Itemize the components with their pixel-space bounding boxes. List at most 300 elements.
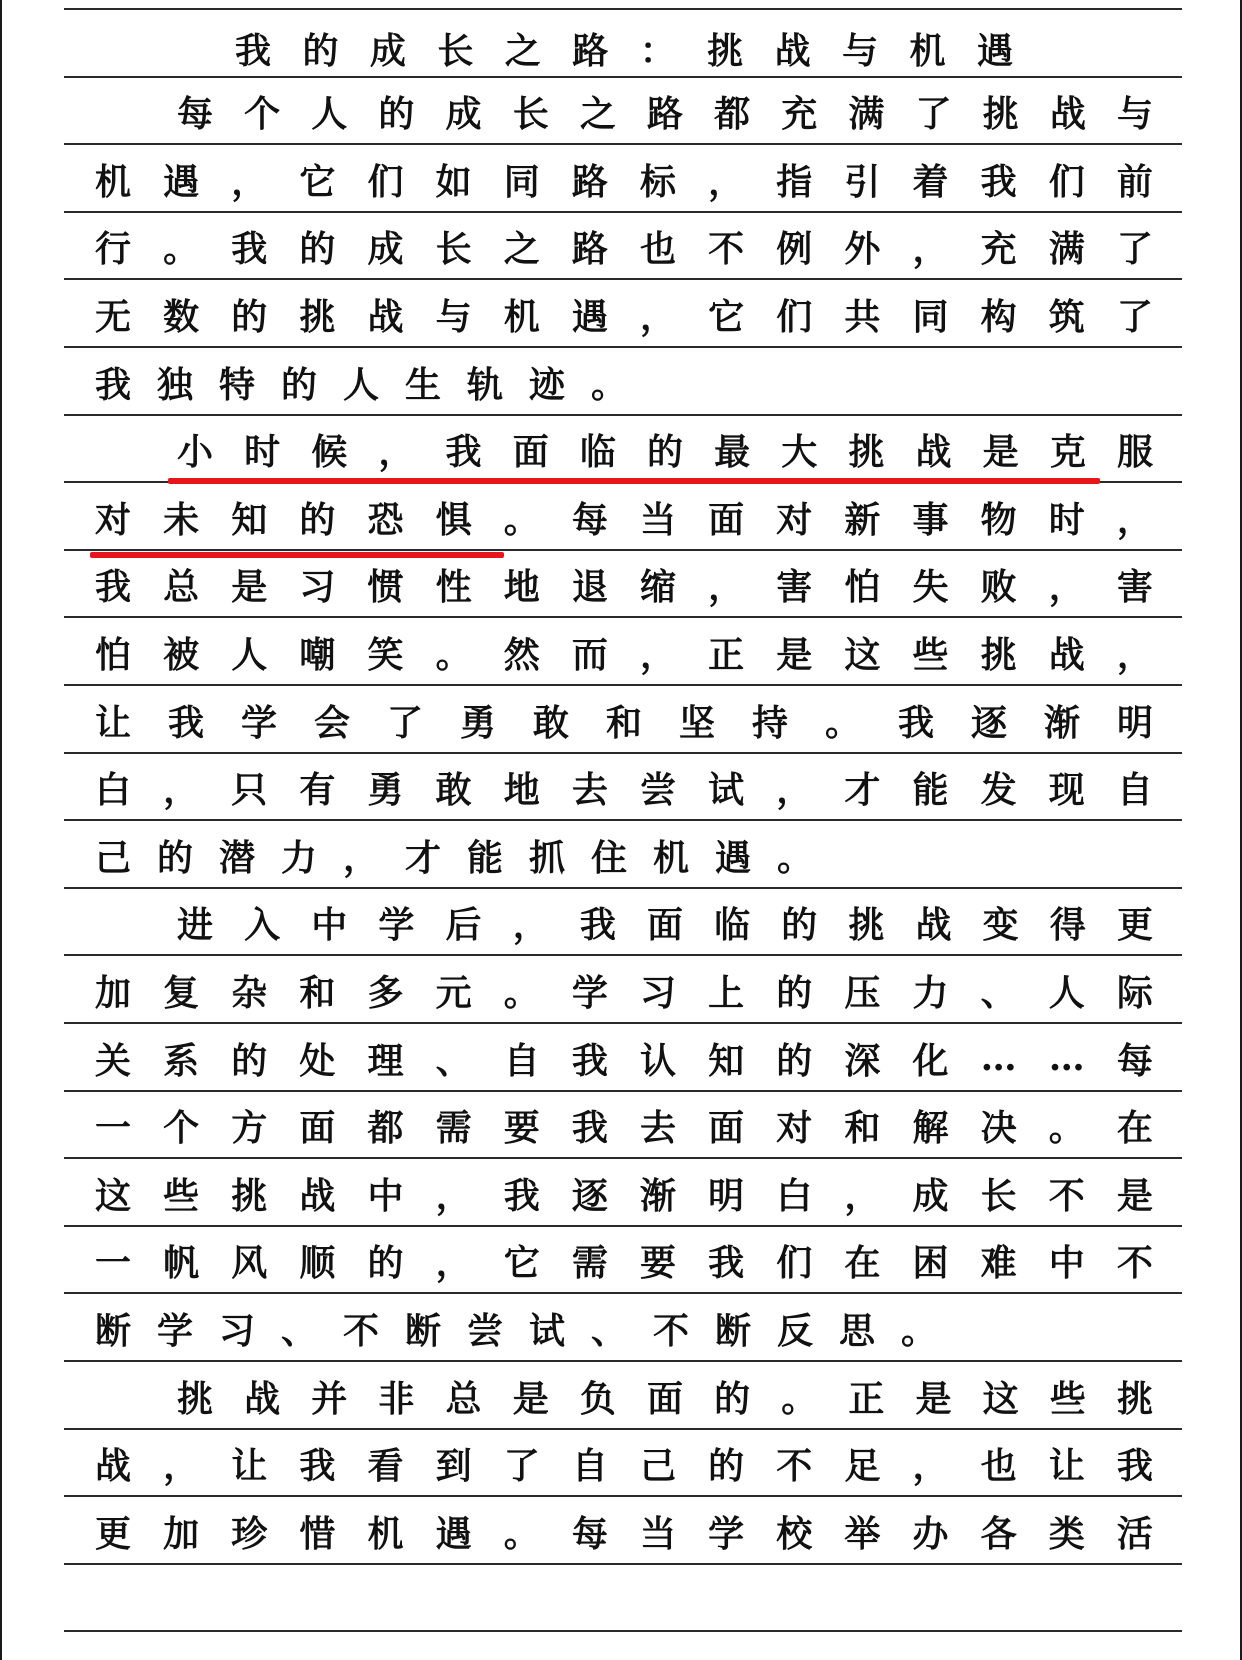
character: 挑 [1116, 1377, 1153, 1420]
character: 在 [1116, 1107, 1153, 1150]
character: 长 [437, 29, 474, 72]
character: 路 [571, 160, 608, 203]
character: 持 [751, 701, 788, 744]
character: 渐 [639, 1174, 676, 1217]
character: 如 [435, 160, 472, 203]
essay-line [94, 960, 1154, 1020]
character: 不 [1116, 1242, 1153, 1285]
character: 。 [163, 228, 200, 271]
character: 的 [646, 431, 683, 474]
character: 了 [503, 1445, 540, 1488]
character: 外 [844, 228, 881, 271]
character: 前 [1116, 160, 1153, 203]
character: 自 [503, 1039, 540, 1082]
character: 。 [503, 498, 540, 541]
character: 小 [176, 431, 213, 474]
character: 在 [844, 1242, 881, 1285]
character: 败 [980, 566, 1017, 609]
character: 特 [218, 363, 255, 406]
character: 挑 [231, 1174, 268, 1217]
character: 己 [639, 1445, 676, 1488]
essay-line [176, 420, 1154, 480]
character: ， [912, 1445, 949, 1488]
character: 上 [708, 971, 745, 1014]
character: 。 [590, 363, 627, 406]
character: 只 [231, 769, 268, 812]
character: 了 [1116, 228, 1153, 271]
character: 进 [176, 904, 213, 947]
essay-line [94, 622, 1154, 682]
character: 、 [980, 971, 1017, 1014]
character: 路 [572, 29, 609, 72]
character: 负 [579, 1377, 616, 1420]
character: 、 [590, 1309, 627, 1352]
character: 各 [980, 1512, 1017, 1555]
character: 中 [367, 1174, 404, 1217]
character: 轨 [466, 363, 503, 406]
ruled-line [64, 1630, 1182, 1632]
character: 需 [435, 1107, 472, 1150]
character: 机 [909, 29, 946, 72]
essay-line [94, 487, 1154, 547]
character: 了 [386, 701, 423, 744]
character: 力 [912, 971, 949, 1014]
character: 压 [844, 971, 881, 1014]
character: 也 [980, 1445, 1017, 1488]
character: 挑 [707, 29, 744, 72]
character: 试 [528, 1309, 565, 1352]
character: 需 [571, 1242, 608, 1285]
character: 满 [848, 93, 885, 136]
ruled-line [64, 819, 1182, 821]
character: 每 [571, 1512, 608, 1555]
character: 我 [299, 1445, 336, 1488]
character: ， [512, 904, 549, 947]
character: … [1048, 1037, 1085, 1079]
character: 地 [503, 566, 540, 609]
character: 怕 [94, 633, 131, 676]
essay-line [94, 1501, 1154, 1561]
character: 之 [504, 29, 541, 72]
character: 我 [571, 1107, 608, 1150]
character: 之 [503, 228, 540, 271]
character: 物 [980, 498, 1017, 541]
character: 学 [378, 904, 415, 947]
character: 珍 [231, 1512, 268, 1555]
character: 机 [94, 160, 131, 203]
character: 不 [1048, 1174, 1085, 1217]
character: 深 [844, 1039, 881, 1082]
ruled-line [64, 549, 1182, 551]
character: ， [844, 1174, 881, 1217]
character: 遇 [435, 1512, 472, 1555]
character: 战 [244, 1377, 281, 1420]
character: 的 [378, 93, 415, 136]
character: 生 [404, 363, 441, 406]
character: 们 [776, 1242, 813, 1285]
character: 帆 [163, 1242, 200, 1285]
essay-line [94, 149, 1154, 209]
character: 无 [94, 295, 131, 338]
character: 对 [94, 498, 131, 541]
character: 潜 [218, 836, 255, 879]
character: 例 [776, 228, 813, 271]
character: 要 [639, 1242, 676, 1285]
red-underline-2 [90, 552, 504, 558]
character: 成 [369, 29, 406, 72]
character: 它 [708, 295, 745, 338]
character: 、 [435, 1039, 472, 1082]
character: 。 [900, 1309, 937, 1352]
character: 遇 [976, 29, 1013, 72]
essay-line [94, 758, 1154, 818]
character: 认 [639, 1039, 676, 1082]
character: 系 [163, 1039, 200, 1082]
character: 渐 [1043, 701, 1080, 744]
character: 一 [94, 1107, 131, 1150]
ruled-line [64, 1428, 1182, 1430]
essay-line [94, 825, 1154, 885]
character: 些 [163, 1174, 200, 1217]
character: 要 [503, 1107, 540, 1150]
character: 知 [231, 498, 268, 541]
character: 这 [844, 633, 881, 676]
character: 习 [639, 971, 676, 1014]
character: 我 [708, 1242, 745, 1285]
character: 战 [94, 1445, 131, 1488]
character: 断 [714, 1309, 751, 1352]
character: 行 [94, 228, 131, 271]
character: ， [776, 769, 813, 812]
character: 一 [94, 1242, 131, 1285]
character: 战 [774, 29, 811, 72]
character: 入 [244, 904, 281, 947]
character: 正 [708, 633, 745, 676]
character: 战 [1048, 633, 1085, 676]
character: 和 [844, 1107, 881, 1150]
character: 的 [776, 1039, 813, 1082]
character: 战 [915, 904, 952, 947]
character: 怕 [844, 566, 881, 609]
character: 加 [94, 971, 131, 1014]
ruled-line [64, 1563, 1182, 1565]
character: 的 [299, 498, 336, 541]
character: 成 [445, 93, 482, 136]
character: 未 [163, 498, 200, 541]
character: 是 [1116, 1174, 1153, 1217]
character: 性 [435, 566, 472, 609]
character: 的 [714, 1377, 751, 1420]
character: 地 [503, 769, 540, 812]
character: 和 [299, 971, 336, 1014]
character: 而 [571, 633, 608, 676]
character: 。 [776, 836, 813, 879]
character: ， [1116, 498, 1153, 541]
character: 力 [280, 836, 317, 879]
character: 。 [824, 701, 861, 744]
character: 总 [445, 1377, 482, 1420]
character: 对 [776, 498, 813, 541]
character: 独 [156, 363, 193, 406]
character: 是 [915, 1377, 952, 1420]
character: 困 [912, 1242, 949, 1285]
character: 断 [94, 1309, 131, 1352]
character: 着 [912, 160, 949, 203]
character: 断 [404, 1309, 441, 1352]
essay-line [94, 1096, 1154, 1156]
character: 解 [912, 1107, 949, 1150]
character: 办 [912, 1512, 949, 1555]
character: 失 [912, 566, 949, 609]
character: 非 [378, 1377, 415, 1420]
essay-title [234, 18, 1014, 78]
character: 事 [912, 498, 949, 541]
character: 不 [342, 1309, 379, 1352]
character: 嘲 [299, 633, 336, 676]
character: 会 [313, 701, 350, 744]
character: 与 [842, 29, 879, 72]
character: 白 [94, 769, 131, 812]
character: 遇 [571, 295, 608, 338]
character: 笑 [367, 633, 404, 676]
essay-line [176, 82, 1154, 142]
character: 了 [915, 93, 952, 136]
character: 这 [94, 1174, 131, 1217]
character: 惯 [367, 566, 404, 609]
essay-line [94, 1163, 1154, 1223]
character: 遇 [163, 160, 200, 203]
character: 对 [776, 1107, 813, 1150]
character: 让 [231, 1445, 268, 1488]
character: 的 [302, 29, 339, 72]
character: 我 [234, 29, 271, 72]
character: 知 [708, 1039, 745, 1082]
essay-line [94, 690, 1154, 750]
character: 挑 [299, 295, 336, 338]
character: 我 [167, 701, 204, 744]
character: 白 [776, 1174, 813, 1217]
ruled-line [64, 1022, 1182, 1024]
character: 满 [1048, 228, 1085, 271]
character: 学 [240, 701, 277, 744]
ruled-line [64, 1292, 1182, 1294]
character: 面 [708, 1107, 745, 1150]
character: 人 [342, 363, 379, 406]
character: 思 [838, 1309, 875, 1352]
character: 迹 [528, 363, 565, 406]
character: 遇 [714, 836, 751, 879]
character: 得 [1049, 904, 1086, 947]
character: 是 [776, 633, 813, 676]
character: 每 [1116, 1039, 1153, 1082]
character: 和 [605, 701, 642, 744]
character: ， [1048, 566, 1085, 609]
character: 它 [299, 160, 336, 203]
character: 让 [94, 701, 131, 744]
character: 学 [156, 1309, 193, 1352]
character: 了 [1116, 295, 1153, 338]
character: 都 [367, 1107, 404, 1150]
character: 总 [163, 566, 200, 609]
character: 被 [163, 633, 200, 676]
essay-line [94, 1298, 1154, 1358]
character: 惧 [435, 498, 472, 541]
character: 举 [844, 1512, 881, 1555]
character: 都 [714, 93, 751, 136]
character: 加 [163, 1512, 200, 1555]
character: 挑 [980, 633, 1017, 676]
character: 我 [503, 1174, 540, 1217]
character: 们 [367, 160, 404, 203]
character: 现 [1048, 769, 1085, 812]
character: ， [708, 566, 745, 609]
ruled-line [64, 278, 1182, 280]
character: 长 [512, 93, 549, 136]
character: 学 [571, 971, 608, 1014]
character: 元 [435, 971, 472, 1014]
character: 坚 [678, 701, 715, 744]
character: 我 [1116, 1445, 1153, 1488]
character: 让 [1048, 1445, 1085, 1488]
ruled-line [64, 346, 1182, 348]
character: 勇 [459, 701, 496, 744]
character: 试 [708, 769, 745, 812]
character: 更 [94, 1512, 131, 1555]
character: 害 [1116, 566, 1153, 609]
character: 些 [1049, 1377, 1086, 1420]
ruled-line [64, 211, 1182, 213]
character: 发 [980, 769, 1017, 812]
character: 时 [1048, 498, 1085, 541]
character: 化 [912, 1039, 949, 1082]
character: 时 [244, 431, 281, 474]
character: 正 [848, 1377, 885, 1420]
essay-line [94, 1434, 1154, 1494]
character: 杂 [231, 971, 268, 1014]
essay-line [176, 893, 1154, 953]
character: 敢 [435, 769, 472, 812]
character: 之 [579, 93, 616, 136]
character: 长 [435, 228, 472, 271]
character: 的 [781, 904, 818, 947]
character: 它 [503, 1242, 540, 1285]
character: 新 [844, 498, 881, 541]
character: ， [163, 769, 200, 812]
character: 面 [708, 498, 745, 541]
character: 的 [280, 363, 317, 406]
character: 每 [571, 498, 608, 541]
character: 充 [781, 93, 818, 136]
character: 中 [1048, 1242, 1085, 1285]
character: 、 [280, 1309, 317, 1352]
character: 我 [94, 566, 131, 609]
character: 与 [435, 295, 472, 338]
character: 指 [776, 160, 813, 203]
character: 成 [367, 228, 404, 271]
character: 多 [367, 971, 404, 1014]
ruled-line [64, 616, 1182, 618]
character: 的 [231, 295, 268, 338]
character: 自 [571, 1445, 608, 1488]
character: 大 [781, 431, 818, 474]
character: 尝 [466, 1309, 503, 1352]
character: 方 [231, 1107, 268, 1150]
character: 。 [1048, 1107, 1085, 1150]
character: 敢 [532, 701, 569, 744]
character: 挑 [982, 93, 1019, 136]
ruled-line [64, 1360, 1182, 1362]
essay-line [94, 555, 1154, 615]
character: 这 [982, 1377, 1019, 1420]
character: 是 [512, 1377, 549, 1420]
character: 。 [503, 971, 540, 1014]
character: 类 [1048, 1512, 1085, 1555]
character: 变 [982, 904, 1019, 947]
ruled-line [64, 1090, 1182, 1092]
character: ， [378, 431, 415, 474]
character: 勇 [367, 769, 404, 812]
character: 路 [571, 228, 608, 271]
character: 人 [1048, 971, 1085, 1014]
character: 们 [1048, 160, 1085, 203]
character: 人 [231, 633, 268, 676]
character: 顺 [299, 1242, 336, 1285]
character: ， [435, 1242, 472, 1285]
character: ， [912, 228, 949, 271]
character: 尝 [639, 769, 676, 812]
character: 些 [912, 633, 949, 676]
essay-line [94, 1231, 1154, 1291]
ruled-line [64, 1495, 1182, 1497]
character: 机 [503, 295, 540, 338]
character: 长 [980, 1174, 1017, 1217]
ruled-line [64, 1157, 1182, 1159]
character: 个 [244, 93, 281, 136]
character: 面 [646, 904, 683, 947]
character: 机 [652, 836, 689, 879]
character: 挑 [176, 1377, 213, 1420]
character: 成 [912, 1174, 949, 1217]
character: 抓 [528, 836, 565, 879]
character: 学 [708, 1512, 745, 1555]
character: 当 [639, 498, 676, 541]
character: 当 [639, 1512, 676, 1555]
character: ， [163, 1445, 200, 1488]
character: 才 [844, 769, 881, 812]
character: 战 [915, 431, 952, 474]
character: 足 [844, 1445, 881, 1488]
character: … [980, 1037, 1017, 1079]
character: 自 [1116, 769, 1153, 812]
character: 也 [639, 228, 676, 271]
character: 后 [445, 904, 482, 947]
character: 们 [776, 295, 813, 338]
character: 面 [299, 1107, 336, 1150]
character: ， [639, 633, 676, 676]
essay-line [94, 284, 1154, 344]
character: 路 [646, 93, 683, 136]
character: 关 [94, 1039, 131, 1082]
character: ， [435, 1174, 472, 1217]
ruled-line [64, 1225, 1182, 1227]
character: 面 [646, 1377, 683, 1420]
ruled-line [64, 414, 1182, 416]
character: 挑 [848, 431, 885, 474]
character: 的 [367, 1242, 404, 1285]
character: 看 [367, 1445, 404, 1488]
character: 然 [503, 633, 540, 676]
character: ， [231, 160, 268, 203]
